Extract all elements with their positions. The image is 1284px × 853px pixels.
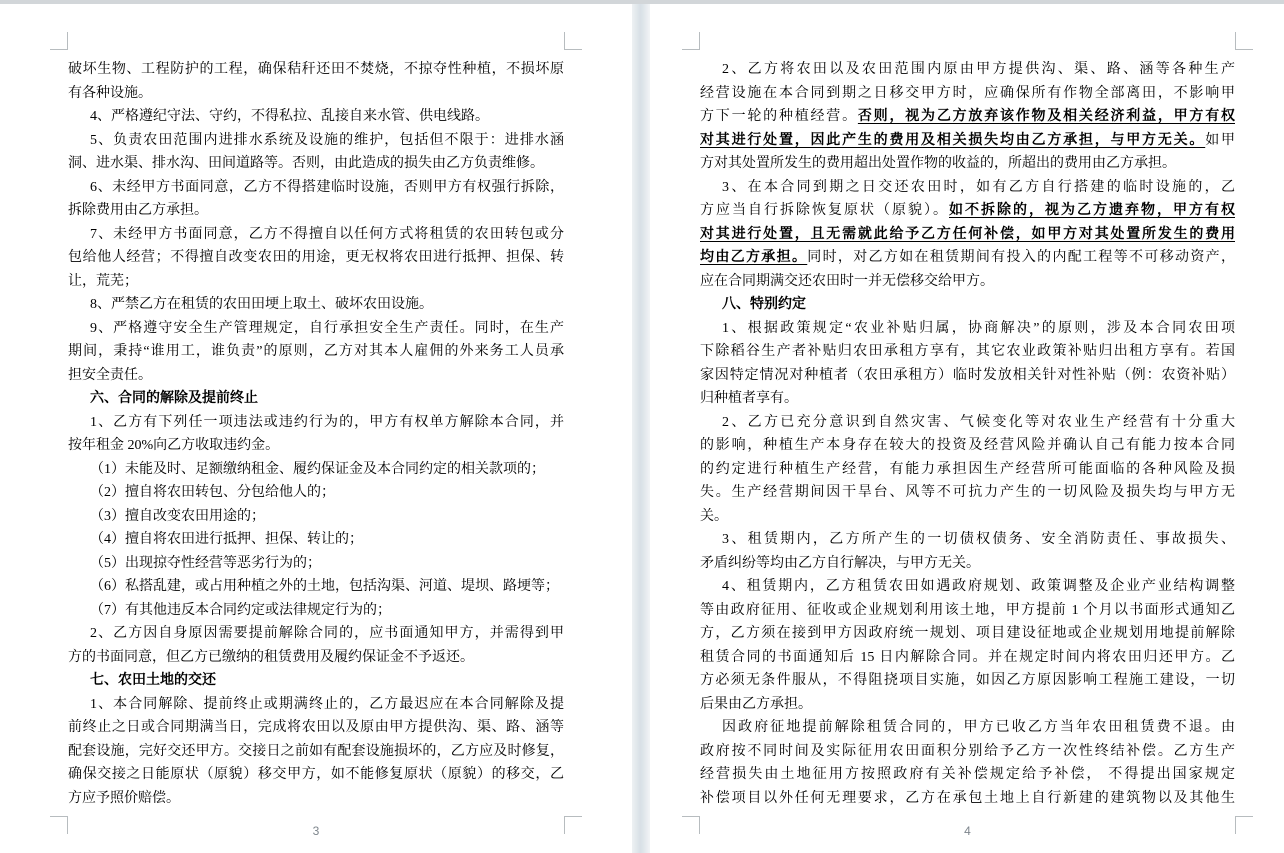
text-segment: 矛盾纠纷等均由乙方自行解决，与甲方无关。 (700, 555, 980, 571)
text-line[interactable] (700, 129, 1235, 153)
text-line[interactable] (68, 787, 564, 811)
text-line[interactable] (700, 552, 1235, 576)
text-segment: 的约定进行种植生产经营，有能力承担因生产经营所可能面临的各种风险及损 (700, 461, 1235, 477)
text-segment: 破坏生物、工程防护的工程，确保秸秆还田不焚烧，不掠夺性种植，不损坏原 (68, 62, 564, 77)
text-line[interactable] (68, 176, 564, 200)
page-4 (650, 4, 1284, 853)
text-segment: 否则，视为乙方放弃该作物及相关经济利益，甲方有权 (857, 109, 1235, 124)
text-segment: 的影响，种植生产本身存在较大的投资及经营风险并确认自己有能力按本合同 (700, 438, 1235, 453)
text-segment: 6、未经甲方书面同意，乙方不得搭建临时设施，否则甲方有权强行拆除， (90, 179, 564, 195)
text-segment: （2）擅自将农田转包、分包给他人的； (90, 485, 335, 500)
text-line[interactable] (700, 763, 1235, 787)
text-line[interactable] (68, 246, 564, 270)
text-line[interactable] (700, 669, 1235, 693)
text-segment: 5、负责农田范围内进排水系统及设施的维护，包括但不限于：进排水涵 (90, 132, 564, 148)
text-segment: 关。 (700, 508, 728, 524)
text-segment: 租赁合同的书面通知后 15 日内解除合同。并在规定时间内将农田归还甲方。乙 (700, 649, 1235, 665)
text-segment: （5）出现掠夺性经营等恶劣行为的； (90, 555, 321, 571)
text-segment: （6）私搭乱建，或占用种植之外的土地，包括沟渠、河道、堤坝、路埂等； (90, 579, 559, 594)
text-segment: 对其进行处置，因此产生的费用及相关损失均由乙方承担，与甲方无关。 (700, 132, 1206, 148)
text-line[interactable] (68, 434, 564, 458)
text-segment: 方的书面同意，但乙方已缴纳的租赁费用及履约保证金不予返还。 (68, 649, 474, 665)
text-line[interactable] (700, 317, 1235, 341)
text-line[interactable] (700, 152, 1235, 176)
text-line[interactable] (68, 152, 564, 176)
text-line[interactable] (700, 82, 1235, 106)
text-segment: 经营设施在本合同到期之日移交甲方时，应确保所有作物全部离田，不影响甲 (700, 85, 1235, 101)
text-line[interactable] (700, 270, 1235, 294)
text-line[interactable] (68, 105, 564, 129)
text-line[interactable] (700, 223, 1235, 247)
text-line[interactable] (700, 246, 1235, 270)
text-segment: （7）有其他违反本合同约定或法律规定行为的； (90, 602, 391, 618)
text-segment: 7、未经甲方书面同意，乙方不得擅自以任何方式将租赁的农田转包或分 (90, 226, 564, 242)
page-text[interactable] (700, 58, 1235, 810)
text-segment: 方应予照价赔偿。 (68, 790, 180, 806)
text-line[interactable] (700, 716, 1235, 740)
text-line[interactable] (700, 105, 1235, 129)
text-line[interactable] (68, 270, 564, 294)
text-segment: 有各种设施。 (68, 85, 152, 101)
text-segment: 应在合同期满交还农田时一并无偿移交给甲方。 (700, 273, 994, 289)
text-line[interactable] (700, 340, 1235, 364)
text-line[interactable] (700, 481, 1235, 505)
text-segment: 因政府征地提前解除租赁合同的，甲方已收乙方当年农田租赁费不退。由 (722, 720, 1235, 735)
text-line[interactable] (68, 693, 564, 717)
text-line[interactable] (700, 199, 1235, 223)
text-segment: 补偿项目以外任何无理要求，乙方在承包土地上自行新建的建筑物以及其他生 (700, 790, 1235, 806)
margin-crop-mark-bottom-right (1235, 816, 1253, 834)
text-line[interactable] (700, 176, 1235, 200)
text-segment: 4、严格遵纪守法、守约，不得私拉、乱接自来水管、供电线路。 (90, 109, 489, 124)
text-segment: 下除稻谷生产者补贴归农田承租方享有，其它农业政策补贴归出租方享有。若国 (700, 344, 1235, 359)
text-segment: 对其进行处置，且无需就此给予乙方任何补偿，如甲方对其处置所发生的费用 (700, 226, 1235, 242)
margin-crop-mark-bottom-left (50, 816, 68, 834)
text-segment: 3、租赁期内，乙方所产生的一切债权债务、安全消防责任、事故损失、 (722, 532, 1235, 547)
text-line[interactable] (68, 293, 564, 317)
text-line[interactable] (700, 740, 1235, 764)
text-segment: 方应当自行拆除恢复原状（原貌）。 (700, 203, 949, 218)
text-segment: 六、合同的解除及提前终止 (90, 391, 258, 406)
page-number: 3 (312, 824, 320, 838)
text-line[interactable] (700, 787, 1235, 811)
text-segment: 经营损失由土地征用方按照政府有关补偿规定给予补偿， 不得提出国家规定 (700, 767, 1235, 782)
text-segment: 配套设施，完好交还甲方。交接日之前如有配套设施损坏的，乙方应及时修复， (68, 743, 564, 759)
text-line[interactable] (68, 552, 564, 576)
text-segment: 家因特定情况对种植者（农田承租方）临时发放相关针对性补贴（例：农资补贴） (700, 367, 1235, 383)
text-segment: （4）擅自将农田进行抵押、担保、转让的； (90, 532, 363, 547)
text-segment: 洞、进水渠、排水沟、田间道路等。否则，由此造成的损失由乙方负责维修。 (68, 156, 544, 171)
text-segment: 方，乙方须在接到甲方因政府统一规划、项目建设征地或企业规划用地提前解除 (700, 626, 1235, 641)
text-line[interactable] (68, 505, 564, 529)
margin-crop-mark-top-right (564, 32, 582, 50)
text-segment: 2、乙方将农田以及农田范围内原由甲方提供沟、渠、路、涵等各种生产 (722, 62, 1235, 77)
text-segment: 3、在本合同到期之日交还农田时，如有乙方自行搭建的临时设施的，乙 (722, 179, 1235, 195)
text-line[interactable] (700, 575, 1235, 599)
text-segment: 2、乙方因自身原因需要提前解除合同的，应书面通知甲方，并需得到甲 (90, 626, 564, 641)
page-number: 4 (964, 824, 971, 838)
text-segment: 8、严禁乙方在租赁的农田田埂上取土、破坏农田设施。 (90, 297, 433, 312)
text-line[interactable] (700, 387, 1235, 411)
text-line[interactable] (700, 434, 1235, 458)
page-text[interactable] (68, 58, 564, 810)
text-segment: 2、乙方已充分意识到自然灾害、气候变化等对农业生产经营有十分重大 (722, 414, 1235, 430)
text-segment: 方下一轮的种植经营。 (700, 109, 858, 124)
text-line[interactable] (68, 599, 564, 623)
text-segment: 按年租金 20%向乙方收取违约金。 (68, 438, 280, 453)
text-segment: 包给他人经营；不得擅自改变农田的用途，更无权将农田进行抵押、担保、转 (68, 250, 564, 265)
text-line[interactable] (700, 58, 1235, 82)
text-segment: 让，荒芜； (68, 273, 138, 289)
text-segment: 方必须无条件服从，不得阻挠项目实施，如因乙方原因影响工程施工建设，一切 (700, 673, 1235, 688)
text-segment: 拆除费用由乙方承担。 (68, 203, 208, 218)
margin-crop-mark-top-right (1235, 32, 1253, 50)
text-segment: 七、农田土地的交还 (90, 673, 216, 688)
text-line[interactable] (68, 458, 564, 482)
page-3 (0, 4, 632, 853)
text-segment: 归种植者享有。 (700, 391, 798, 406)
text-segment: 1、根据政策规定“农业补贴归属，协商解决”的原则，涉及本合同农田项 (722, 320, 1235, 336)
text-segment: 9、严格遵守安全生产管理规定，自行承担安全生产责任。同时，在生产 (90, 320, 564, 336)
text-segment: 八、特别约定 (722, 297, 806, 312)
margin-crop-mark-bottom-left (682, 816, 700, 834)
text-line[interactable] (68, 740, 564, 764)
text-line[interactable] (68, 411, 564, 435)
text-line[interactable] (68, 763, 564, 787)
text-line[interactable] (68, 199, 564, 223)
text-segment: 4、租赁期内，乙方租赁农田如遇政府规划、政策调整及企业产业结构调整 (722, 579, 1235, 594)
text-line[interactable] (68, 528, 564, 552)
text-segment: 确保交接之日能原状（原貌）移交甲方，如不能修复原状（原貌）的移交，乙 (68, 767, 564, 782)
text-line[interactable] (700, 693, 1235, 717)
text-segment: 如甲 (1205, 132, 1235, 148)
text-line[interactable] (700, 646, 1235, 670)
text-segment: 如不拆除的，视为乙方遗弃物，甲方有权 (949, 203, 1235, 218)
text-line[interactable] (700, 528, 1235, 552)
text-line[interactable] (68, 129, 564, 153)
text-line[interactable] (68, 622, 564, 646)
margin-crop-mark-bottom-right (564, 816, 582, 834)
text-segment: 后果由乙方承担。 (700, 696, 812, 712)
text-segment: 等由政府征用、征收或企业规划利用该土地，甲方提前 1 个月以书面形式通知乙 (700, 602, 1235, 618)
section-heading[interactable] (700, 293, 1235, 317)
text-segment: 政府按不同时间及实际征用农田面积分别给予乙方一次性终结补偿。乙方生产 (700, 743, 1235, 759)
section-heading[interactable] (68, 387, 564, 411)
text-line[interactable] (68, 317, 564, 341)
text-line[interactable] (68, 82, 564, 106)
text-line[interactable] (68, 646, 564, 670)
text-line[interactable] (700, 599, 1235, 623)
text-segment: 方对其处置所发生的费用超出处置作物的收益的，所超出的费用由乙方承担。 (700, 156, 1176, 171)
text-line[interactable] (700, 458, 1235, 482)
text-segment: 同时，对乙方如在租赁期间有投入的内配工程等不可移动资产， (807, 250, 1235, 265)
text-line[interactable] (68, 223, 564, 247)
text-segment: 前终止之日或合同期满当日，完成将农田以及原由甲方提供沟、渠、路、涵等 (68, 720, 564, 735)
text-line[interactable] (68, 716, 564, 740)
text-line[interactable] (700, 364, 1235, 388)
text-line[interactable] (700, 411, 1235, 435)
text-line[interactable] (700, 505, 1235, 529)
text-line[interactable] (68, 575, 564, 599)
text-segment: 1、本合同解除、提前终止或期满终止的，乙方最迟应在本合同解除及提 (90, 696, 564, 712)
text-segment: 担安全责任。 (68, 367, 152, 383)
text-line[interactable] (68, 481, 564, 505)
section-heading[interactable] (68, 669, 564, 693)
text-segment: 1、乙方有下列任一项违法或违约行为的，甲方有权单方解除本合同，并 (90, 414, 564, 430)
margin-crop-mark-top-left (50, 32, 68, 50)
text-segment: （3）擅自改变农田用途的； (90, 508, 265, 524)
text-line[interactable] (700, 622, 1235, 646)
text-segment: （1）未能及时、足额缴纳租金、履约保证金及本合同约定的相关款项的； (90, 461, 545, 477)
text-line[interactable] (68, 364, 564, 388)
text-segment: 失。生产经营期间因干旱台、风等不可抗力产生的一切风险及损失均与甲方无 (700, 485, 1235, 500)
page-gap-divider (632, 4, 650, 853)
text-segment: 均由乙方承担。 (700, 250, 808, 265)
margin-crop-mark-top-left (682, 32, 700, 50)
text-line[interactable] (68, 58, 564, 82)
text-line[interactable] (68, 340, 564, 364)
text-segment: 期间，秉持“谁用工，谁负责”的原则，乙方对其本人雇佣的外来务工人员承 (68, 344, 564, 359)
